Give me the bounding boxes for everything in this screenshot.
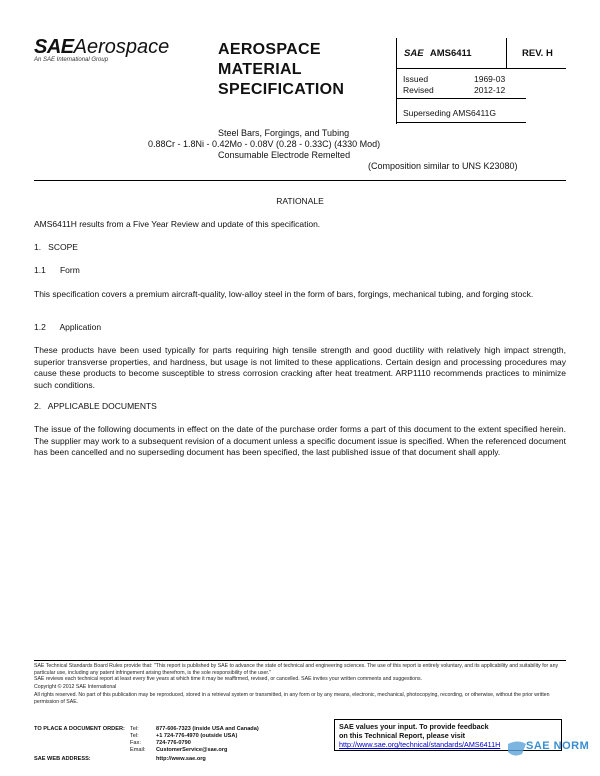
subtitle-line-1: Steel Bars, Forgings, and Tubing xyxy=(218,128,350,138)
title-line-1: AEROSPACE xyxy=(218,41,321,58)
web-label: SAE WEB ADDRESS: xyxy=(34,756,91,762)
order-spacer xyxy=(34,747,130,754)
tel2-value: +1 724-776-4970 (outside USA) xyxy=(156,733,238,739)
web-value[interactable]: http://www.sae.org xyxy=(156,756,206,762)
subtitle-line-2: 0.88Cr - 1.8Ni - 0.42Mo - 0.08V (0.28 - 0.33C) (4330 Mod) xyxy=(148,139,381,149)
tel-label: Tel: xyxy=(130,726,139,732)
issued-rule xyxy=(396,98,526,99)
header-divider xyxy=(396,38,397,124)
order-row-tel2 xyxy=(34,733,324,740)
issued-label: Issued xyxy=(403,74,429,84)
footer-rules-text: SAE Technical Standards Board Rules provide that: "This report is published by SAE to advance the state of technical and engineering sciences. The use of this report is entirely voluntary, and its applicability and suitability for any particular use, including any patent infringement arising therefrom, is the sole responsibility of the user." xyxy=(34,663,559,676)
logo-tagline: An SAE International Group xyxy=(34,57,109,63)
logo-sae-text: SAE xyxy=(34,36,74,58)
section-1-2-heading: 1.2 Application xyxy=(34,322,102,332)
footer-legal xyxy=(34,663,566,706)
order-spacer xyxy=(34,733,130,740)
section-1-1-heading: 1.1 Form xyxy=(34,265,80,275)
sae-aerospace-logo xyxy=(34,36,194,72)
footer-rights-text: All rights reserved. No part of this publication may be reproduced, stored in a retrieval system or transmitted, in any form or by any means, electronic, mechanical, photocopying, recording, or otherwise, without the prior written permission of SAE. xyxy=(34,692,550,705)
revised-label: Revised xyxy=(403,85,434,95)
rationale-text: AMS6411H results from a Five Year Review and update of this specification. xyxy=(34,219,321,229)
issued-date: 1969-03 xyxy=(474,74,506,84)
email-label: Email: xyxy=(130,747,146,753)
doc-number-block xyxy=(404,48,472,59)
order-label: TO PLACE A DOCUMENT ORDER: xyxy=(34,726,125,732)
rev-divider xyxy=(506,38,507,68)
feedback-link[interactable]: http://www.sae.org/technical/standards/AMS6411H xyxy=(339,740,501,749)
rationale-heading: RATIONALE xyxy=(276,196,324,206)
tel-value: 877-606-7323 (inside USA and Canada) xyxy=(156,726,259,732)
section-1-2-text: These products have been used typically for parts requiring high tensile strength and good ductility with relatively high impact strength, superior transverse properties, and hardness, but usage is not limited to these applications. Certain design and processing procedures may cause these products to become susceptible to stress corrosion cracking after heat treatment. ARP1110 recommends practices to minimize such conditions. xyxy=(34,345,566,390)
section-1-1-text: This specification covers a premium aircraft-quality, low-alloy steel in the form of bars, forgings, mechanical tubing, and forging stock. xyxy=(34,289,534,299)
footer-copyright: Copyright © 2012 SAE International xyxy=(34,683,117,690)
section-1-heading: 1. SCOPE xyxy=(34,242,78,252)
watermark-text: SAE NORM xyxy=(526,740,590,752)
order-row-tel xyxy=(34,726,324,733)
spec-subtitle xyxy=(140,128,560,172)
footer-rule xyxy=(34,660,566,661)
section-2-text: The issue of the following documents in effect on the date of the purchase order forms a part of this document to the extent specified herein. The supplier may work to a subsequent revision of a document unless a specific document issue is specified. When the referenced document has been cancelled and no superseding document has been specified, the last published issue of that document shall apply. xyxy=(34,424,566,457)
footer-review-text: SAE reviews each technical report at least every five years at which time it may be reaffirmed, revised, or cancelled. SAE invites your written comments and suggestions. xyxy=(34,676,422,683)
order-row-fax xyxy=(34,740,324,747)
title-line-2: MATERIAL xyxy=(218,61,302,78)
superseding-note: Superseding AMS6411G xyxy=(403,108,496,118)
order-row-email xyxy=(34,747,324,754)
sae-norm-watermark xyxy=(504,738,594,758)
subtitle-line-4: (Composition similar to UNS K23080) xyxy=(368,161,518,171)
fax-label: Fax: xyxy=(130,740,141,746)
order-info xyxy=(34,726,324,763)
logo-aerospace-text: Aerospace xyxy=(73,36,170,58)
tel2-label: Tel: xyxy=(130,733,139,739)
doc-sae-logo: SAE xyxy=(404,48,424,59)
order-spacer xyxy=(34,740,130,747)
email-value[interactable]: CustomerService@sae.org xyxy=(156,747,228,753)
section-2-heading: 2. APPLICABLE DOCUMENTS xyxy=(34,401,157,411)
fax-value: 724-776-0790 xyxy=(156,740,191,746)
subtitle-line-3: Consumable Electrode Remelted xyxy=(218,150,351,160)
feedback-line-1: SAE values your input. To provide feedback xyxy=(339,722,489,731)
feedback-line-2: on this Technical Report, please visit xyxy=(339,731,466,740)
doc-type-title xyxy=(218,40,378,100)
revision: REV. H xyxy=(522,48,553,59)
superseding-rule xyxy=(396,122,526,123)
order-row-web xyxy=(34,756,324,763)
header-rule xyxy=(396,68,566,69)
subtitle-rule xyxy=(34,180,566,181)
doc-number: AMS6411 xyxy=(429,48,472,59)
title-line-3: SPECIFICATION xyxy=(218,81,345,98)
revised-date: 2012-12 xyxy=(474,85,506,95)
